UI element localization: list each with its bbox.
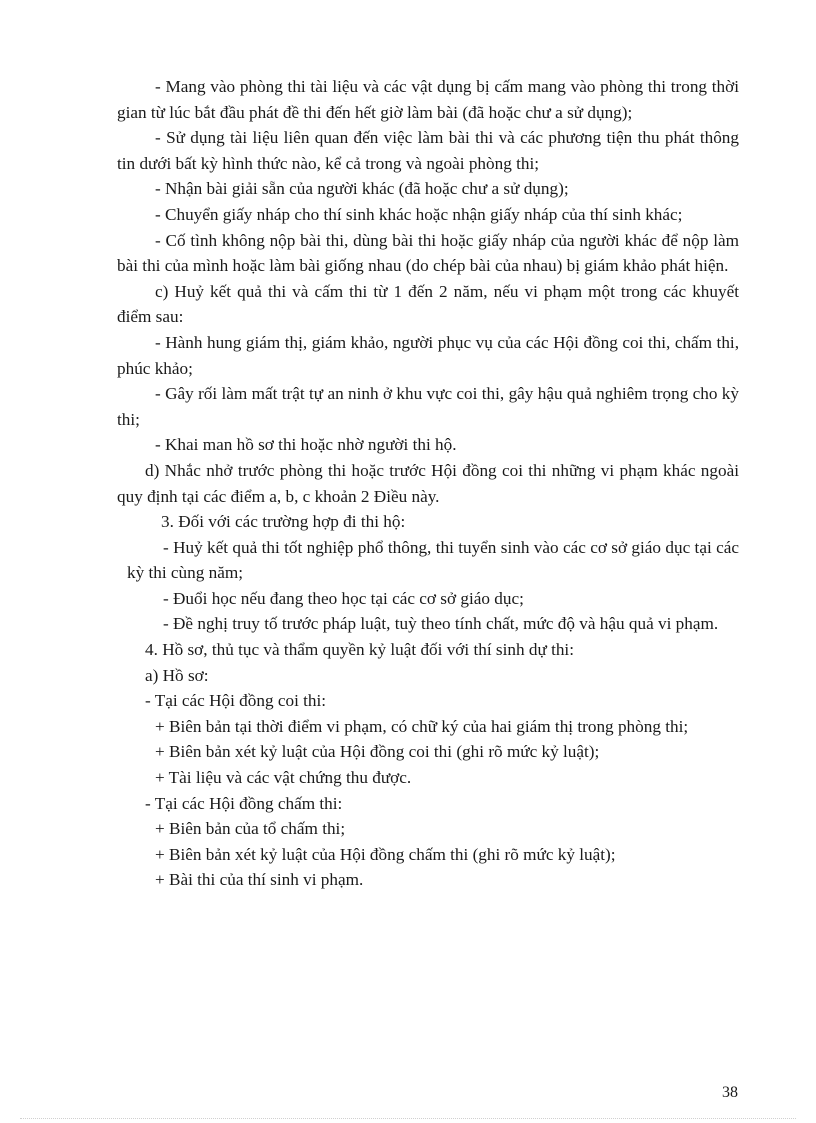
paragraph: c) Huỷ kết quả thi và cấm thi từ 1 đến 2 năm, nếu vi phạm một trong các khuyết điểm sau: xyxy=(117,281,739,327)
paragraph: + Biên bản xét kỷ luật của Hội đồng coi thi (ghi rõ mức kỷ luật); xyxy=(155,742,600,762)
subsection-heading: a) Hồ sơ: xyxy=(145,665,209,685)
paragraph: - Tại các Hội đồng coi thi: xyxy=(145,691,327,711)
paragraph: + Bài thi của thí sinh vi phạm. xyxy=(155,870,364,890)
paragraph: - Gây rối làm mất trật tự an ninh ở khu vực coi thi, gây hậu quả nghiêm trọng cho kỳ thi; xyxy=(117,384,739,429)
paragraph: + Biên bản xét kỷ luật của Hội đồng chấm thi (ghi rõ mức kỷ luật); xyxy=(155,844,616,864)
paragraph: + Biên bản của tổ chấm thi; xyxy=(155,819,346,839)
paragraph: + Biên bản tại thời điểm vi phạm, có chữ ký của hai giám thị trong phòng thi; xyxy=(155,716,689,736)
paragraph: - Mang vào phòng thi tài liệu và các vật dụng bị cấm mang vào phòng thi trong thời gian từ lúc bắt đầu phát đề thi đến hết giờ làm bài (đã hoặc chư a sử dụng); xyxy=(117,77,739,122)
paragraph: - Sử dụng tài liệu liên quan đến việc làm bài thi và các phương tiện thu phát thông tin dưới bất kỳ hình thức nào, kể cả trong và ngoài phòng thi; xyxy=(117,128,739,173)
paragraph: - Tại các Hội đồng chấm thi: xyxy=(145,793,343,813)
paragraph: - Cố tình không nộp bài thi, dùng bài thi hoặc giấy nháp của người khác để nộp làm bài thi của mình hoặc làm bài giống nhau (do chép bài của nhau) bị giám khảo phát hiện. xyxy=(117,230,739,276)
paragraph: - Chuyển giấy nháp cho thí sinh khác hoặc nhận giấy nháp của thí sinh khác; xyxy=(155,204,683,224)
page-number: 38 xyxy=(722,1084,738,1101)
document-body xyxy=(117,74,739,893)
paragraph: - Đề nghị truy tố trước pháp luật, tuỳ theo tính chất, mức độ và hậu quả vi phạm. xyxy=(163,614,719,634)
paragraph: - Hành hung giám thị, giám khảo, người phục vụ của các Hội đồng coi thi, chấm thi, phúc khảo; xyxy=(117,332,739,378)
paragraph: d) Nhắc nhở trước phòng thi hoặc trước Hội đồng coi thi những vi phạm khác ngoài quy định tại các điểm a, b, c khoản 2 Điều này. xyxy=(117,460,739,506)
paragraph: + Tài liệu và các vật chứng thu được. xyxy=(155,768,412,788)
paragraph: - Khai man hồ sơ thi hoặc nhờ người thi hộ. xyxy=(155,435,457,455)
paragraph: - Nhận bài giải sẵn của người khác (đã hoặc chư a sử dụng); xyxy=(155,179,569,199)
section-heading: 4. Hồ sơ, thủ tục và thẩm quyền kỷ luật đối với thí sinh dự thi: xyxy=(145,640,574,660)
footer-divider xyxy=(20,1118,796,1119)
paragraph: - Đuổi học nếu đang theo học tại các cơ sở giáo dục; xyxy=(163,588,524,608)
section-heading: 3. Đối với các trường hợp đi thi hộ: xyxy=(161,512,406,532)
paragraph: - Huỷ kết quả thi tốt nghiệp phổ thông, thi tuyển sinh vào các cơ sở giáo dục tại các kỳ thi cùng năm; xyxy=(127,537,739,583)
